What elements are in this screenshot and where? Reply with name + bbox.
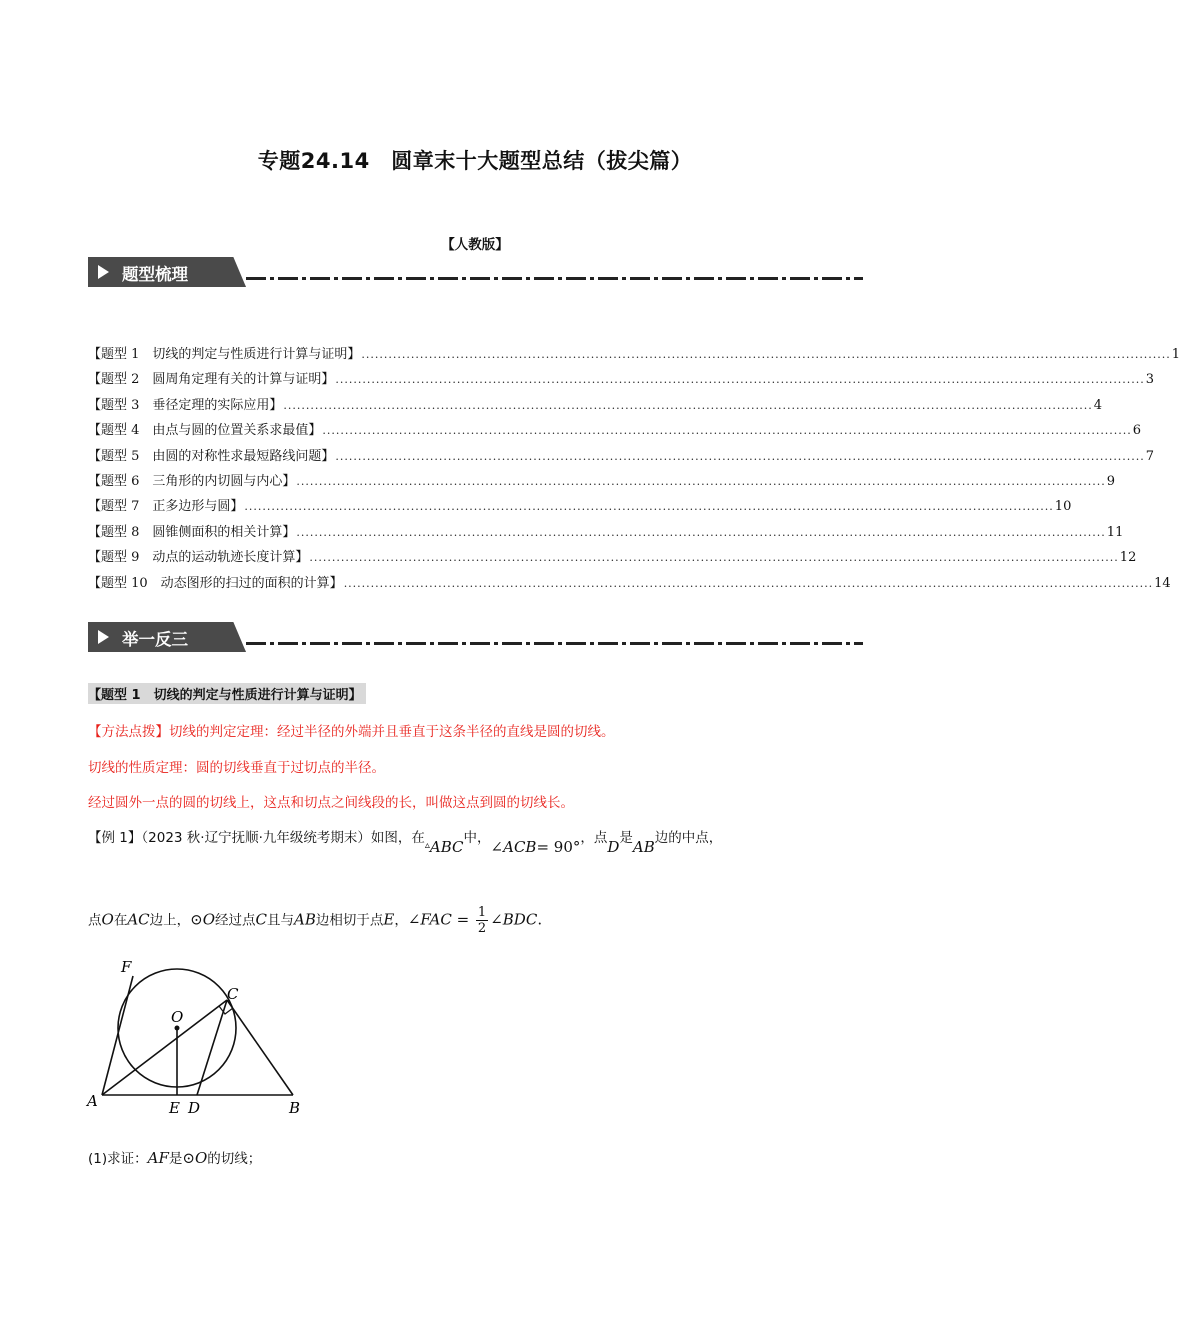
toc-entry-label: 【题型 9 动点的运动轨迹长度计算】 (88, 550, 309, 566)
text-mid: 边的中点， (654, 830, 723, 846)
text-xiangqie: 边相切于点 (315, 912, 384, 929)
toc-entry[interactable] (88, 495, 1072, 520)
label-d: D (188, 1099, 201, 1117)
fraction-half (476, 905, 488, 936)
method-tag: 【方法点拨】 (88, 724, 169, 740)
toc-entry-label: 【题型 3 垂径定理的实际应用】 (88, 397, 283, 413)
toc-entry-label: 【题型 5 由圆的对称性求最短路线问题】 (88, 448, 335, 464)
text-dian: 点 (88, 912, 102, 929)
math-af: AF (147, 1149, 169, 1167)
text-comma: ， (394, 912, 408, 929)
ray-af (102, 976, 133, 1095)
page-title: 专题24.14 圆章末十大题型总结（拔尖篇） (257, 149, 693, 173)
toc-entry-page: 14 (1154, 575, 1171, 591)
toc-leader: .................................................................................................................................................................................... (296, 525, 1106, 539)
angle-symbol: ∠ (407, 910, 421, 929)
toc-entry-label: 【题型 4 由点与圆的位置关系求最值】 (88, 423, 322, 439)
toc-leader: .................................................................................................................................................................................... (335, 449, 1145, 463)
method-line-2: 切线的性质定理：圆的切线垂直于过切点的半径。 (88, 760, 385, 776)
toc-entry[interactable] (88, 572, 1171, 597)
text-zai: 在 (113, 912, 128, 929)
label-c: C (227, 985, 239, 1003)
text-bian-shang: 边上， (149, 912, 191, 929)
label-o: O (171, 1008, 184, 1026)
dash-dot-rule (246, 642, 863, 645)
toc-entry-page: 7 (1145, 448, 1155, 464)
method-line-3: 经过圆外一点的圆的切线上，这点和切点之间线段的长，叫做这点到圆的切线长。 (88, 795, 574, 811)
toc-entry-page: 1 (1171, 347, 1180, 362)
practice-banner (88, 622, 863, 656)
play-triangle-icon (98, 630, 109, 644)
example-line-2 (88, 905, 542, 936)
period: . (537, 910, 543, 929)
toc-entry[interactable] (88, 368, 1155, 393)
triangle-symbol: ▵ (424, 840, 430, 851)
angle-symbol: ∠ (490, 838, 504, 856)
toc-banner (88, 257, 863, 291)
toc-entry-page: 11 (1106, 524, 1124, 540)
math-ab: AB (632, 838, 655, 856)
toc-leader: .................................................................................................................................................................................... (322, 424, 1132, 438)
toc-entry[interactable] (88, 445, 1155, 470)
math-d: D (607, 838, 620, 856)
toc-leader: .................................................................................................................................................................................... (309, 551, 1119, 565)
text-shi: 是 (619, 830, 633, 846)
toc-leader: .................................................................................................................................................................................... (244, 500, 1054, 514)
toc-entry-page: 12 (1119, 550, 1137, 566)
math-o: O (202, 910, 216, 929)
math-ac: AC (127, 910, 150, 929)
text-shi: 是 (168, 1151, 183, 1167)
toc-entry-page: 6 (1132, 423, 1142, 439)
table-of-contents (88, 343, 1180, 597)
toc-leader: .................................................................................................................................................................................... (361, 348, 1171, 361)
section-heading: 【题型 1 切线的判定与性质进行计算与证明】 (88, 683, 366, 704)
angle-symbol: ∠ (490, 910, 503, 929)
example-source: （2023 秋·辽宁抚顺·九年级统考期末）如图，在 (141, 830, 425, 846)
toc-entry-label: 【题型 1 切线的判定与性质进行计算与证明】 (88, 347, 361, 362)
point-o (175, 1026, 180, 1031)
label-a: A (87, 1092, 98, 1110)
toc-entry[interactable] (88, 521, 1124, 546)
label-b: B (289, 1099, 301, 1117)
math-e: E (383, 910, 395, 929)
math-abc: ABC (429, 838, 464, 856)
text-qie-yu: 且与 (267, 912, 294, 929)
toc-leader: .................................................................................................................................................................................... (283, 398, 1093, 412)
text-jingguo: 经过点 (215, 912, 256, 929)
question-number: (1)求证： (88, 1151, 148, 1167)
edition-label: 【人教版】 (441, 237, 509, 253)
method-line-1 (88, 720, 615, 740)
math-o: O (101, 910, 114, 929)
math-acb: ACB (503, 838, 537, 856)
question-1 (88, 1147, 261, 1167)
toc-entry[interactable] (88, 546, 1137, 571)
geometry-figure (85, 950, 315, 1120)
math-ab: AB (294, 910, 316, 929)
question-tail: 的切线； (207, 1151, 262, 1167)
circle-symbol: ⊙ (190, 910, 203, 929)
toc-entry[interactable] (88, 394, 1103, 419)
toc-entry-label: 【题型 2 圆周角定理有关的计算与证明】 (88, 372, 335, 388)
toc-entry[interactable] (88, 343, 1180, 368)
toc-entry-page: 3 (1145, 372, 1155, 388)
text-zhong: 中， (463, 830, 491, 846)
toc-entry-label: 【题型 10 动态图形的扫过的面积的计算】 (88, 575, 343, 591)
toc-entry-label: 【题型 7 正多边形与圆】 (88, 499, 244, 515)
example-tag: 【例 1】 (88, 830, 142, 846)
math-eq: = (451, 910, 474, 929)
fraction-denominator: 2 (477, 921, 487, 936)
fraction-numerator: 1 (477, 905, 487, 920)
math-c: C (255, 910, 267, 929)
toc-entry[interactable] (88, 470, 1116, 495)
segment-cd (197, 1000, 227, 1095)
toc-entry-label: 【题型 8 圆锥侧面积的相关计算】 (88, 524, 296, 540)
math-eq-90: = 90° (536, 838, 581, 856)
label-e: E (169, 1099, 180, 1117)
toc-leader: .................................................................................................................................................................................... (335, 373, 1145, 387)
label-f: F (121, 958, 132, 976)
right-angle-mark (219, 1006, 233, 1014)
toc-entry-label: 【题型 6 三角形的内切圆与内心】 (88, 473, 296, 489)
dash-dot-rule (246, 277, 863, 280)
practice-banner-label: 举一反三 (122, 630, 188, 649)
toc-leader: .................................................................................................................................................................................... (296, 474, 1106, 488)
toc-banner-label: 题型梳理 (122, 265, 188, 284)
math-fac: FAC (420, 910, 452, 929)
segment-cb (227, 1000, 293, 1095)
math-bdc: BDC (502, 910, 538, 929)
example-line-1 (88, 826, 722, 856)
math-o: O (194, 1149, 208, 1167)
toc-entry-page: 10 (1054, 499, 1072, 515)
toc-entry-page: 9 (1106, 473, 1116, 489)
circle-symbol: ⊙ (182, 1149, 195, 1167)
toc-entry-page: 4 (1093, 397, 1103, 413)
text-comma-dian: ，点 (580, 830, 608, 846)
toc-leader: .................................................................................................................................................................................... (343, 576, 1154, 590)
play-triangle-icon (98, 265, 109, 279)
toc-entry[interactable] (88, 419, 1142, 444)
method-text: 切线的判定定理：经过半径的外端并且垂直于这条半径的直线是圆的切线。 (169, 724, 615, 740)
